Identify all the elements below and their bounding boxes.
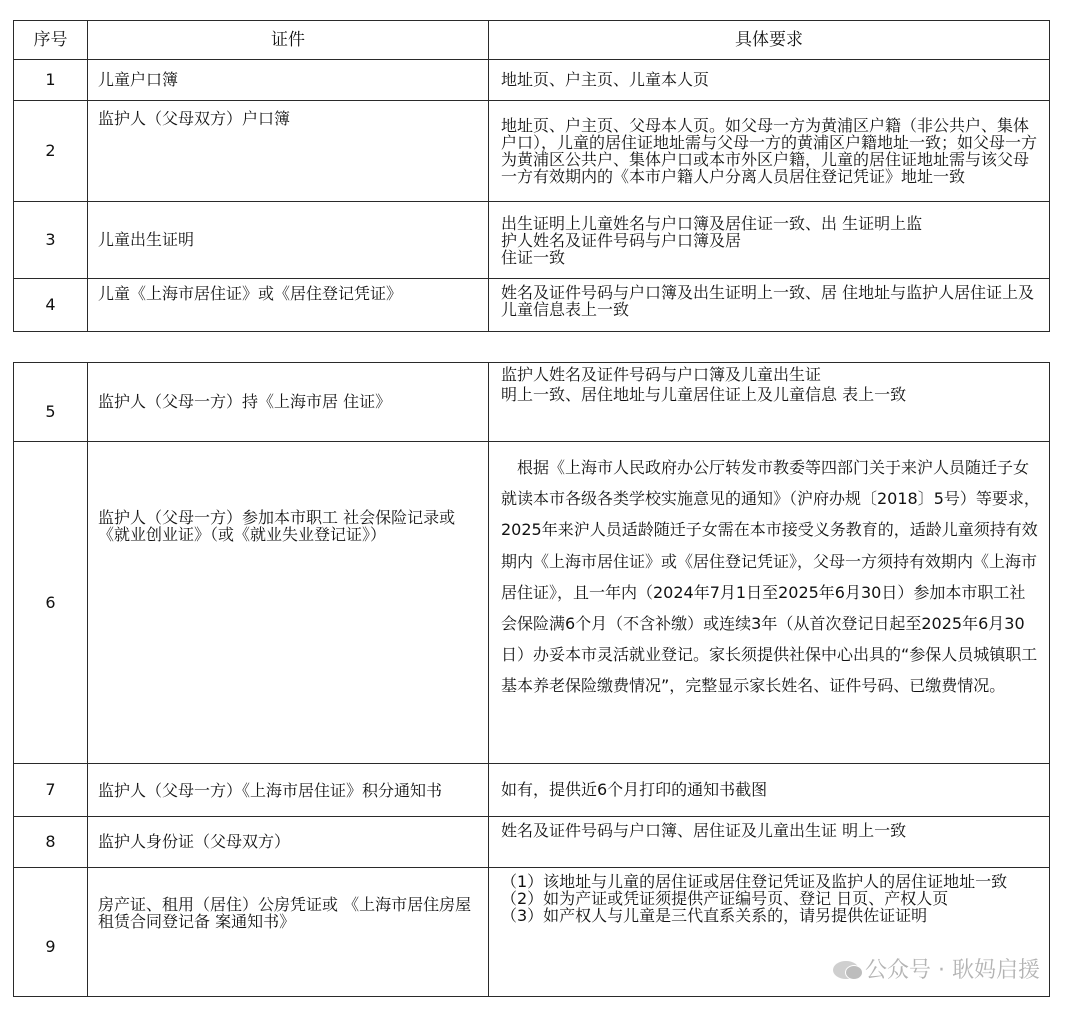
- table-row: [14, 202, 1050, 279]
- row-num: 4: [14, 279, 88, 332]
- row-document: 儿童户口簿: [88, 60, 489, 101]
- header-req: 具体要求: [489, 21, 1050, 60]
- row-requirement: [489, 363, 1050, 442]
- requirement-line: （3）如产权人与儿童是三代直系关系的，请另提供佐证证明: [501, 906, 928, 925]
- requirement-line: 出生证明上儿童姓名与户口簿及居住证一致、出 生证明上监: [501, 213, 923, 233]
- requirement-line: （1）该地址与儿童的居住证或居住登记凭证及监护人的居住证地址一致: [501, 872, 1008, 891]
- table-row: [14, 60, 1050, 101]
- row-document: 监护人（父母一方）参加本市职工 社会保险记录或《就业创业证》（或《就业失业登记证》）: [88, 442, 489, 764]
- row-requirement: 地址页、户主页、儿童本人页: [489, 60, 1050, 101]
- table-row: [14, 764, 1050, 817]
- row-num: 3: [14, 202, 88, 279]
- table-row: [14, 279, 1050, 332]
- requirement-line: 明上一致、居住地址与儿童居住证上及儿童信息 表上一致: [501, 385, 907, 404]
- table-row: [14, 442, 1050, 764]
- row-num: 8: [14, 817, 88, 868]
- wechat-icon: [833, 961, 859, 979]
- table-header-row: [14, 21, 1050, 60]
- table-row: [14, 363, 1050, 442]
- row-requirement: 姓名及证件号码与户口簿及出生证明上一致、居 住地址与监护人居住证上及儿童信息表上一致: [489, 279, 1050, 332]
- table-row: [14, 101, 1050, 202]
- row-num: 6: [14, 442, 88, 764]
- requirement-line: 监护人姓名及证件号码与户口簿及儿童出生证: [501, 365, 822, 384]
- header-doc: 证件: [88, 21, 489, 60]
- requirement-line: （2）如为产证或凭证须提供产证编号页、登记 日页、产权人页: [501, 889, 949, 908]
- row-document: 监护人身份证（父母双方）: [88, 817, 489, 868]
- row-requirement: 如有，提供近6个月打印的通知书截图: [489, 764, 1050, 817]
- row-document: 房产证、租用（居住）公房凭证或 《上海市居住房屋租赁合同登记备 案通知书》: [88, 868, 489, 997]
- row-num: 7: [14, 764, 88, 817]
- row-document: 儿童《上海市居住证》或《居住登记凭证》: [88, 279, 489, 332]
- row-requirement: 根据《上海市人民政府办公厅转发市教委等四部门关于来沪人员随迁子女就读本市各级各类学校实施意见的通知》（沪府办规〔2018〕5号）等要求，2025年来沪人员适龄随迁子女需在本市接受义务教育的，适龄儿童须持有效期内《上海市居住证》或《居住登记凭证》，父母一方须持有效期内《上海市居住证》，且一年内（2024年7月1日至2025年6月30日）参加本市职工社会保险满6个月（不含补缴）或连续3年（从首次登记日起至2025年6月30日）办妥本市灵活就业登记。家长须提供社保中心出具的“参保人员城镇职工基本养老保险缴费情况”，完整显示家长姓名、证件号码、已缴费情况。: [489, 442, 1050, 764]
- row-num: 5: [14, 363, 88, 442]
- requirement-line: 住证一致: [501, 247, 566, 267]
- requirements-table-part-1: [13, 20, 1050, 332]
- row-requirement: 姓名及证件号码与户口簿、居住证及儿童出生证 明上一致: [489, 817, 1050, 868]
- header-num: 序号: [14, 21, 88, 60]
- watermark: [833, 953, 1040, 984]
- watermark-text: 公众号 · 耿妈启援: [865, 958, 1040, 983]
- row-num: 2: [14, 101, 88, 202]
- requirements-table-part-2: [13, 362, 1050, 997]
- row-document: 监护人（父母一方）持《上海市居 住证》: [88, 363, 489, 442]
- table-row: [14, 817, 1050, 868]
- row-num: 1: [14, 60, 88, 101]
- row-requirement: [489, 202, 1050, 279]
- requirement-line: 护人姓名及证件号码与户口簿及居: [501, 230, 742, 250]
- row-document: 监护人（父母双方）户口簿: [88, 101, 489, 202]
- row-requirement: 地址页、户主页、父母本人页。如父母一方为黄浦区户籍（非公共户、集体户口），儿童的居住证地址需与父母一方的黄浦区户籍地址一致；如父母一方为黄浦区公共户、集体户口或本市外区户籍，儿童的居住证地址需与该父母一方有效期内的《本市户籍人户分离人员居住登记凭证》地址一致: [489, 101, 1050, 202]
- row-num: 9: [14, 868, 88, 997]
- row-document: 儿童出生证明: [88, 202, 489, 279]
- row-document: 监护人（父母一方）《上海市居住证》积分通知书: [88, 764, 489, 817]
